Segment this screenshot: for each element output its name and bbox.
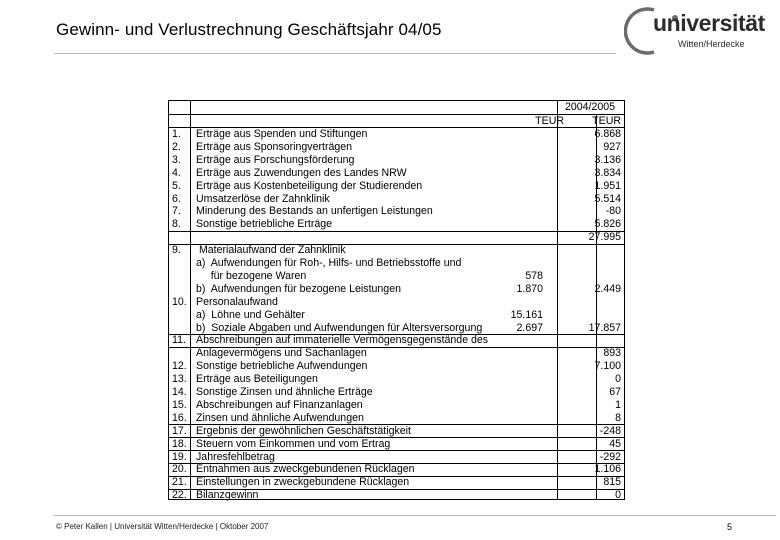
row-value-teur-2: 893 bbox=[603, 347, 621, 360]
row-number: 18. bbox=[172, 437, 187, 450]
page-number: 5 bbox=[726, 522, 732, 532]
table-row bbox=[169, 309, 624, 322]
row-label: Bilanzgewinn bbox=[196, 489, 259, 502]
row-label: Minderung des Bestands an unfertigen Leistungen bbox=[196, 205, 433, 218]
row-value-teur-2: 927 bbox=[603, 140, 621, 153]
row-label: Zinsen und ähnliche Aufwendungen bbox=[196, 411, 364, 424]
column-divider bbox=[557, 101, 558, 499]
row-number: 12. bbox=[172, 360, 187, 373]
row-value-teur-2: 5.826 bbox=[594, 218, 621, 231]
footer-divider bbox=[54, 515, 776, 516]
row-number: 15. bbox=[172, 398, 187, 411]
table-row bbox=[169, 322, 624, 335]
row-number: 19. bbox=[172, 450, 187, 463]
row-number: 20. bbox=[172, 463, 187, 476]
row-label: Personalaufwand bbox=[196, 295, 278, 308]
row-value-teur-2: 815 bbox=[603, 476, 621, 489]
table-row bbox=[169, 296, 624, 309]
row-label: Erträge aus Zuwendungen des Landes NRW bbox=[196, 166, 407, 179]
table-row bbox=[169, 283, 624, 296]
row-label: Abschreibungen auf Finanzanlagen bbox=[196, 398, 363, 411]
row-number: 3. bbox=[172, 153, 181, 166]
row-value-teur-2: 0 bbox=[615, 489, 621, 502]
row-value-teur-2: 27.995 bbox=[588, 231, 621, 244]
row-label: Sonstige betriebliche Erträge bbox=[196, 218, 333, 231]
row-number: 6. bbox=[172, 192, 181, 205]
table-row bbox=[169, 218, 624, 231]
table-row bbox=[169, 463, 624, 476]
university-logo bbox=[624, 6, 770, 56]
logo-wordmark: universität bbox=[653, 10, 765, 36]
row-label: Entnahmen aus zweckgebundenen Rücklagen bbox=[196, 463, 415, 476]
row-value-teur-1: 1.870 bbox=[516, 282, 543, 295]
table-row bbox=[169, 347, 624, 360]
row-value-teur-2: 8 bbox=[615, 411, 621, 424]
teur-header-2: TEUR bbox=[592, 115, 621, 127]
row-label: Erträge aus Sponsoringverträgen bbox=[196, 140, 353, 153]
row-number: 22. bbox=[172, 489, 187, 502]
row-label: Umsatzerlöse der Zahnklinik bbox=[196, 192, 330, 205]
table-row bbox=[169, 399, 624, 412]
row-value-teur-2: 17.857 bbox=[588, 321, 621, 334]
row-value-teur-1: 578 bbox=[525, 269, 543, 282]
row-label: a) Löhne und Gehälter bbox=[196, 308, 305, 321]
row-number: 1. bbox=[172, 128, 181, 140]
table-row bbox=[169, 386, 624, 399]
table-row bbox=[169, 489, 624, 502]
row-label: Steuern vom Einkommen und vom Ertrag bbox=[196, 437, 391, 450]
table-row bbox=[169, 257, 624, 270]
row-value-teur-2: 5.514 bbox=[594, 192, 621, 205]
table-row bbox=[169, 205, 624, 218]
row-value-teur-2: 1.106 bbox=[594, 463, 621, 476]
row-label: Erträge aus Spenden und Stiftungen bbox=[196, 128, 368, 140]
row-value-teur-2: 0 bbox=[615, 373, 621, 386]
row-number: 5. bbox=[172, 179, 181, 192]
row-label: Erträge aus Forschungsförderung bbox=[196, 153, 355, 166]
teur-header-1: TEUR bbox=[535, 115, 564, 127]
table-row bbox=[169, 412, 624, 425]
row-label: Sonstige betriebliche Aufwendungen bbox=[196, 360, 368, 373]
row-label: Abschreibungen auf immaterielle Vermögensgegenstände des bbox=[196, 334, 489, 347]
row-label: Erträge aus Beteiligungen bbox=[196, 373, 318, 386]
row-number: 11. bbox=[172, 334, 186, 347]
row-number: 17. bbox=[172, 424, 187, 437]
row-value-teur-2: -292 bbox=[599, 450, 621, 463]
column-divider bbox=[190, 101, 191, 499]
table-row bbox=[169, 451, 624, 464]
row-number: 21. bbox=[172, 476, 187, 489]
row-value-teur-2: -248 bbox=[599, 424, 621, 437]
table-row bbox=[169, 128, 624, 141]
table-row bbox=[169, 476, 624, 489]
row-number: 9. bbox=[172, 244, 181, 257]
row-value-teur-2: 6.868 bbox=[594, 128, 621, 140]
row-label: b) Aufwendungen für bezogene Leistungen bbox=[196, 282, 401, 295]
table-row bbox=[169, 167, 624, 180]
row-label: Ergebnis der gewöhnlichen Geschäftstätigkeit bbox=[196, 424, 411, 437]
table-row bbox=[169, 270, 624, 283]
row-label: Sonstige Zinsen und ähnliche Erträge bbox=[196, 386, 373, 398]
row-number: 7. bbox=[172, 205, 181, 218]
table-row bbox=[169, 244, 624, 257]
row-label: Einstellungen in zweckgebundene Rücklagen bbox=[196, 476, 410, 489]
row-value-teur-2: 3.834 bbox=[594, 166, 621, 179]
column-divider bbox=[596, 114, 597, 499]
row-label: Materialaufwand der Zahnklinik bbox=[196, 244, 346, 257]
row-number: 16. bbox=[172, 411, 187, 424]
title-divider bbox=[54, 53, 616, 54]
table-row bbox=[169, 425, 624, 438]
row-value-teur-2: -80 bbox=[605, 205, 621, 218]
table-row bbox=[169, 360, 624, 373]
table-row bbox=[169, 334, 624, 347]
row-number: 4. bbox=[172, 166, 181, 179]
row-number: 2. bbox=[172, 140, 181, 153]
row-label: Jahresfehlbetrag bbox=[196, 450, 275, 463]
row-value-teur-2: 1 bbox=[615, 398, 621, 411]
table-row bbox=[169, 193, 624, 206]
logo-subtitle: Witten/Herdecke bbox=[678, 39, 745, 49]
table-row bbox=[169, 231, 624, 244]
income-statement-table bbox=[168, 100, 625, 500]
row-label: Erträge aus Kostenbeteiligung der Studierenden bbox=[196, 179, 423, 192]
row-number: 14. bbox=[172, 386, 187, 398]
table-row bbox=[169, 438, 624, 451]
table-row bbox=[169, 154, 624, 167]
row-number: 8. bbox=[172, 218, 181, 231]
row-number: 10. bbox=[172, 295, 187, 308]
footer-text: © Peter Kallen | Universität Witten/Herdecke | Oktober 2007 bbox=[56, 522, 269, 531]
row-label: a) Aufwendungen für Roh-, Hilfs- und Betriebsstoffe und bbox=[196, 257, 462, 269]
table-row bbox=[169, 373, 624, 386]
row-value-teur-2: 67 bbox=[609, 386, 621, 398]
row-value-teur-2: 7.100 bbox=[594, 360, 621, 373]
table-row bbox=[169, 141, 624, 154]
row-value-teur-2: 2.449 bbox=[594, 282, 621, 295]
year-header: 2004/2005 bbox=[564, 101, 616, 113]
row-label: b) Soziale Abgaben und Aufwendungen für Altersversorgung bbox=[196, 321, 483, 334]
row-label: Anlagevermögens und Sachanlagen bbox=[196, 347, 367, 360]
table-rule bbox=[169, 127, 624, 128]
slide-title: Gewinn- und Verlustrechnung Geschäftsjahr 04/05 bbox=[56, 20, 442, 39]
row-value-teur-2: 1.951 bbox=[594, 179, 621, 192]
row-value-teur-2: 3.136 bbox=[594, 153, 621, 166]
row-value-teur-1: 15.161 bbox=[510, 308, 543, 321]
row-value-teur-2: 45 bbox=[609, 437, 621, 450]
row-value-teur-1: 2.697 bbox=[516, 321, 543, 334]
table-rule bbox=[169, 114, 624, 115]
row-number: 13. bbox=[172, 373, 187, 386]
table-row bbox=[169, 180, 624, 193]
row-label: für bezogene Waren bbox=[196, 269, 307, 282]
